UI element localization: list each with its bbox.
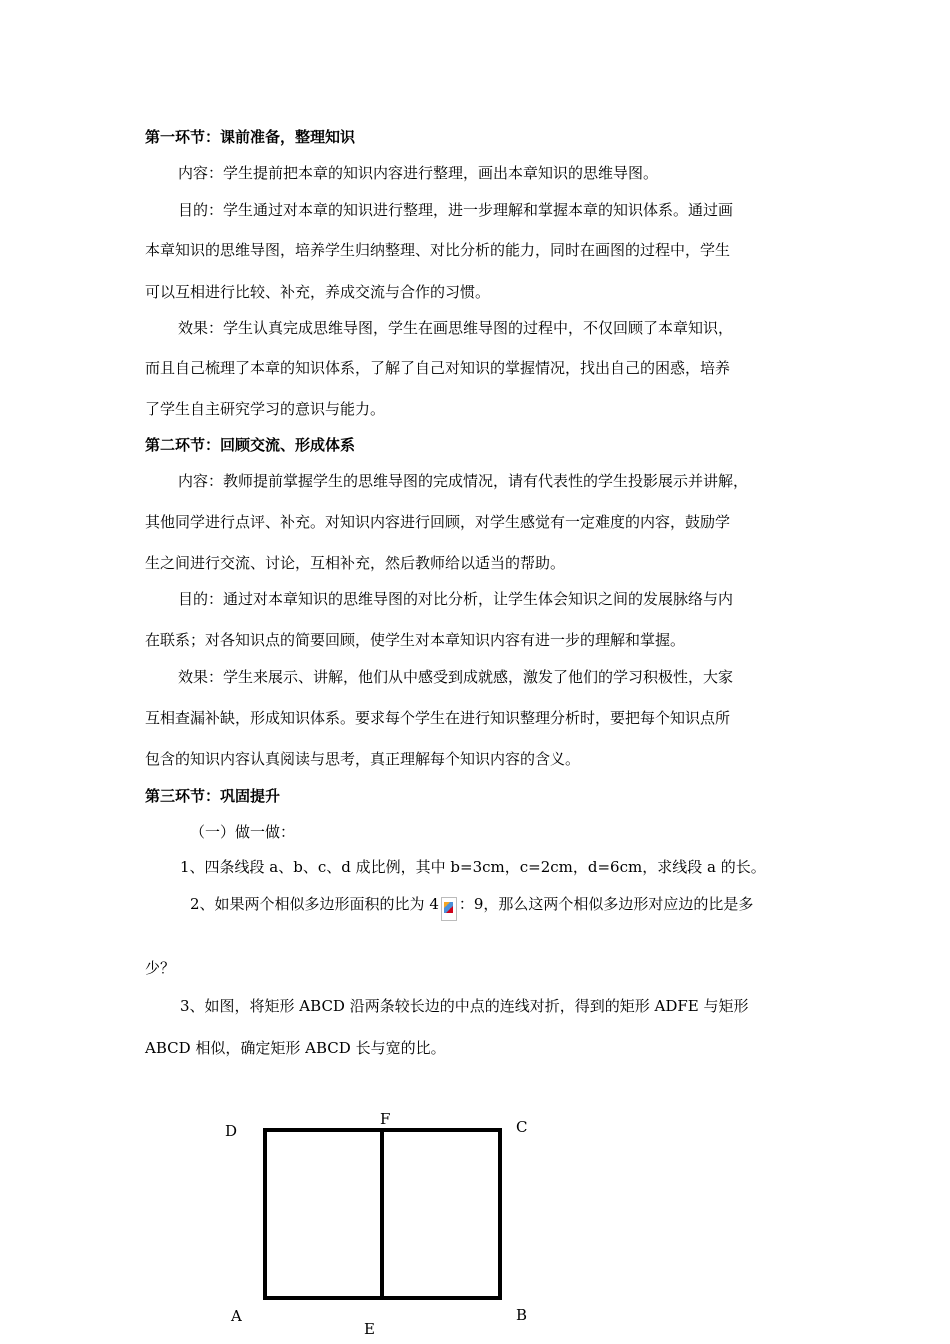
paragraph-line: （一）做一做： (190, 823, 296, 841)
section-1-heading: 第一环节：课前准备，整理知识 (145, 128, 356, 146)
paragraph-line: 互相查漏补缺，形成知识体系。要求每个学生在进行知识整理分析时，要把每个知识点所 (145, 709, 731, 727)
label-d: D (225, 1122, 238, 1140)
label-e: E (364, 1320, 375, 1338)
paragraph-line: 少？ (145, 959, 176, 977)
paragraph-line: 了学生自主研究学习的意识与能力。 (145, 400, 386, 418)
paragraph-line: 而且自己梳理了本章的知识体系，了解了自己对知识的掌握情况，找出自己的困惑，培养 (145, 359, 731, 377)
paragraph-line: 包含的知识内容认真阅读与思考，真正理解每个知识内容的含义。 (145, 750, 581, 768)
question-2-part-2: ：9，那么这两个相似多边形对应边的比是多 (458, 895, 754, 913)
question-2-part-1: 2、如果两个相似多边形面积的比为 4 (190, 895, 439, 913)
label-f: F (380, 1110, 391, 1128)
paragraph-line: 其他同学进行点评、补充。对知识内容进行回顾，对学生感觉有一定难度的内容，鼓励学 (145, 513, 731, 531)
paragraph-line: 内容：学生提前把本章的知识内容进行整理，画出本章知识的思维导图。 (178, 164, 659, 182)
label-a: A (231, 1307, 242, 1325)
paragraph-line: 本章知识的思维导图，培养学生归纳整理、对比分析的能力，同时在画图的过程中，学生 (145, 241, 731, 259)
paragraph-line: 目的：通过对本章知识的思维导图的对比分析，让学生体会知识之间的发展脉络与内 (178, 590, 734, 608)
paragraph-line: 生之间进行交流、讨论，互相补充，然后教师给以适当的帮助。 (145, 554, 566, 572)
paragraph-line: 可以互相进行比较、补充，养成交流与合作的习惯。 (145, 283, 491, 301)
paragraph-line: 目的：学生通过对本章的知识进行整理，进一步理解和掌握本章的知识体系。通过画 (178, 201, 734, 219)
paragraph-line: 内容：教师提前掌握学生的思维导图的完成情况，请有代表性的学生投影展示并讲解， (178, 472, 749, 490)
paragraph-line: 效果：学生认真完成思维导图，学生在画思维导图的过程中，不仅回顾了本章知识， (178, 319, 734, 337)
question-3: 3、如图，将矩形 ABCD 沿两条较长边的中点的连线对折，得到的矩形 ADFE 与矩形 (180, 997, 749, 1015)
question-1: 1、四条线段 a、b、c、d 成比例，其中 b=3cm，c=2cm，d=6cm，求线段 a 的长。 (180, 858, 766, 876)
paragraph-line: 效果：学生来展示、讲解，他们从中感受到成就感，激发了他们的学习积极性，大家 (178, 668, 734, 686)
section-3-heading: 第三环节：巩固提升 (145, 787, 281, 805)
label-b: B (516, 1306, 528, 1324)
paragraph-line: ABCD 相似，确定矩形 ABCD 长与宽的比。 (145, 1039, 446, 1057)
label-c: C (516, 1118, 528, 1136)
section-2-heading: 第二环节：回顾交流、形成体系 (145, 436, 356, 454)
paragraph-line: 在联系；对各知识点的简要回顾，使学生对本章知识内容有进一步的理解和掌握。 (145, 631, 686, 649)
